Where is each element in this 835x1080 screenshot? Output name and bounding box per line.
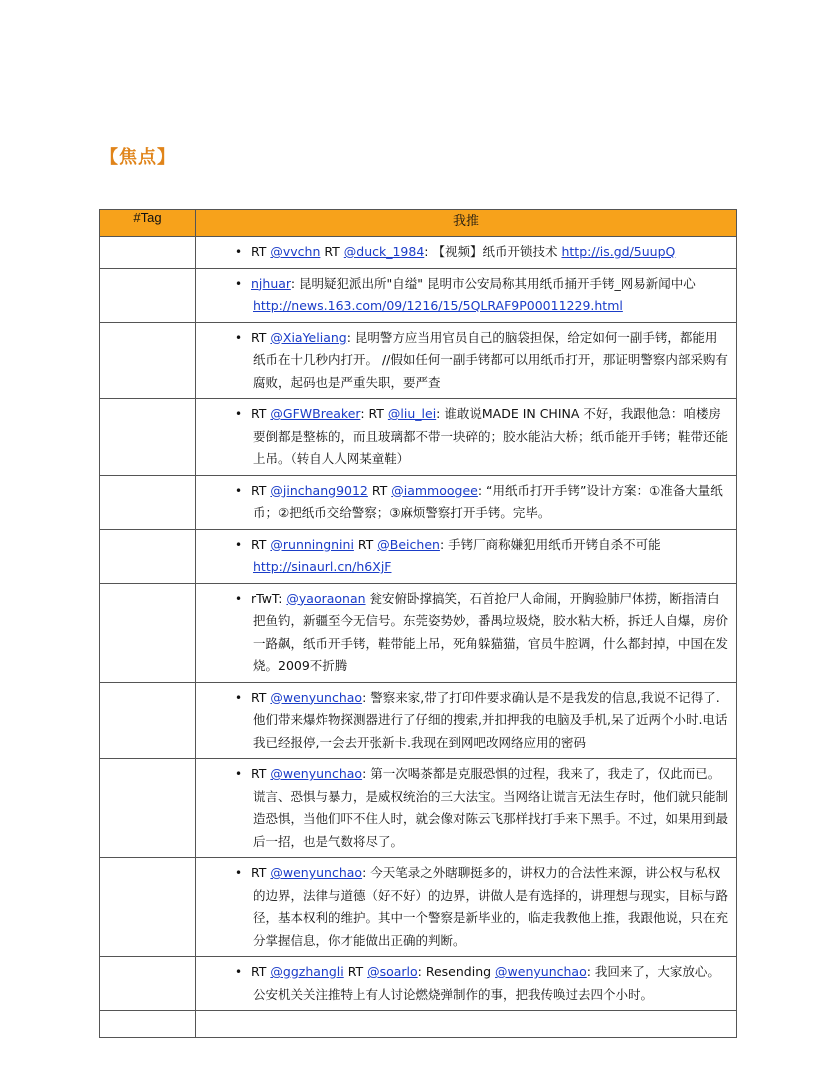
bullet-icon: • <box>235 276 243 291</box>
tweet-text-segment: 瓮安俯卧撑搞笑，石首抢尸人命闹，开胸验肺尸体捞，断指清白把鱼钓，新疆至今无信号。东莞姿势妙，番禺垃圾烧，胶水粘大桥，拆迁人自爆，房价一路飙，纸币开手铐，鞋带能上吊，死角躲猫猫，官员牛腔调，什么都封掉，中国在发烧。2009不折腾 <box>253 590 729 673</box>
tweet-text-segment: : 警察来家,带了打印件要求确认是不是我发的信息,我说不记得了.他们带来爆炸物探测器进行了仔细的搜索,并扣押我的电脑及手机,呆了近两个小时.电话我已经报停,一会去开张新卡.我现在到网吧改网络应用的密码 <box>253 689 728 750</box>
user-mention-link[interactable]: @ggzhangli <box>270 964 344 979</box>
table-row <box>100 237 737 269</box>
tweet-text <box>235 534 728 579</box>
tweet-cell <box>196 759 737 858</box>
tweet-text <box>235 763 728 853</box>
url-link[interactable]: http://news.163.com/09/1216/15/5QLRAF9P00011229.html <box>253 298 623 313</box>
tweet-text-segment: RT <box>353 536 378 552</box>
tag-cell <box>100 682 196 759</box>
table-row <box>100 475 737 529</box>
user-mention-link[interactable]: @iammoogee <box>391 482 478 498</box>
table-row <box>100 682 737 759</box>
tweet-text-segment: RT <box>251 689 271 705</box>
tweet-text-segment: RT <box>251 482 271 498</box>
tweet-cell <box>196 322 737 399</box>
tweet-text-segment: : 第一次喝茶都是克服恐惧的过程，我来了，我走了，仅此而已。谎言、恐惧与暴力，是威权统治的三大法宝。当网络让谎言无法生存时，他们就只能制造恐惧，当他们吓不住人时，就会像对陈云飞那样找打手来下黑手。不过，如果用到最后一招，也是气数将尽了。 <box>253 766 729 849</box>
tag-cell <box>100 529 196 583</box>
table-row <box>100 322 737 399</box>
section-heading: 【焦点】 <box>100 147 176 168</box>
tweet-cell <box>196 858 737 957</box>
tag-cell <box>100 268 196 322</box>
user-mention-link[interactable]: @Beichen <box>377 536 440 552</box>
tweet-text <box>235 273 728 318</box>
user-mention-link[interactable]: @runningnini <box>270 536 354 552</box>
tag-cell <box>100 858 196 957</box>
table-row <box>100 957 737 1011</box>
table-row <box>100 529 737 583</box>
tweet-text-segment: : 我回来了，大家放心。公安机关关注推特上有人讨论燃烧弹制作的事，把我传唤过去四个小时。 <box>253 964 720 1002</box>
tweet-text <box>235 588 728 678</box>
bullet-icon: • <box>235 407 243 421</box>
tweet-cell <box>196 583 737 682</box>
tag-cell <box>100 759 196 858</box>
tweet-cell <box>196 237 737 269</box>
tweet-text-segment: : “用纸币打开手铐”设计方案：①准备大量纸币；②把纸币交给警察；③麻烦警察打开手铐。完毕。 <box>253 482 723 520</box>
tweet-text <box>235 403 728 471</box>
user-mention-link[interactable]: @yaoraonan <box>286 590 366 606</box>
empty-cell <box>100 1011 196 1038</box>
tweet-text-segment: RT <box>251 865 271 880</box>
tweet-text-segment: : 今天笔录之外瞎聊挺多的，讲权力的合法性来源，讲公权与私权的边界，法律与道德（好不好）的边界，讲做人是有选择的，讲理想与现实，目标与路径，基本权利的维护。其中一个警察是新毕业的，临走我教他上推，我跟他说，只在充分掌握信息，你才能做出正确的判断。 <box>253 865 729 948</box>
user-mention-link[interactable]: @duck_1984 <box>343 244 425 259</box>
tweet-text-segment: RT <box>251 766 271 781</box>
tag-cell <box>100 399 196 476</box>
bullet-icon: • <box>235 537 243 552</box>
tweet-text-segment: rTwT: <box>251 590 287 606</box>
tweet-text-segment: RT <box>251 964 271 979</box>
user-mention-link[interactable]: @liu_lei <box>387 406 437 421</box>
tweet-text <box>235 862 728 952</box>
tweet-text <box>235 327 728 395</box>
tag-cell <box>100 583 196 682</box>
bullet-icon: • <box>235 483 243 498</box>
tweet-text-segment: : 昆明疑犯派出所"自缢" 昆明市公安局称其用纸币捅开手铐_网易新闻中心 <box>290 275 696 291</box>
tweet-text-segment: : 手铐厂商称嫌犯用纸币开铐自杀不可能 <box>439 536 661 552</box>
tweet-text <box>235 480 728 525</box>
tweet-text-segment: : 谁敢说MADE IN CHINA 不好，我跟他急：咱楼房要倒都是整栋的，而且玻璃都不带一块碎的；胶水能沾大桥；纸币能开手铐；鞋带还能上吊。（转自人人网某童鞋） <box>253 406 729 466</box>
tweet-cell <box>196 529 737 583</box>
table-row <box>100 268 737 322</box>
user-mention-link[interactable]: njhuar <box>251 275 291 291</box>
tweet-text-segment: RT <box>251 329 271 345</box>
tweet-text-segment: : Resending <box>417 964 496 979</box>
tweet-text <box>235 687 728 755</box>
tweet-text <box>235 961 728 1006</box>
user-mention-link[interactable]: @soarlo <box>367 964 418 979</box>
tweet-text-segment: : RT <box>360 406 388 421</box>
tweet-cell <box>196 957 737 1011</box>
tweet-text <box>235 241 728 264</box>
tweet-text-segment: : 昆明警方应当用官员自己的脑袋担保，给定如何一副手铐，都能用纸币在十几秒内打开。 //假如任何一副手铐都可以用纸币打开，那证明警察内部采购有腐败，起码也是严重失职，要严查 <box>253 329 728 390</box>
tweet-cell <box>196 682 737 759</box>
table-row <box>100 583 737 682</box>
tweet-cell <box>196 399 737 476</box>
tweet-table <box>99 209 737 1038</box>
user-mention-link[interactable]: @XiaYeliang <box>270 329 347 345</box>
tweet-text-segment: RT <box>367 482 392 498</box>
tag-cell <box>100 475 196 529</box>
tag-column-header: #Tag <box>100 210 196 237</box>
tag-cell <box>100 957 196 1011</box>
tweet-cell <box>196 268 737 322</box>
bullet-icon: • <box>235 965 243 979</box>
bullet-icon: • <box>235 767 243 781</box>
tweet-text-segment: RT <box>251 244 271 259</box>
tweet-text-segment: RT <box>251 406 271 421</box>
tweet-cell <box>196 475 737 529</box>
bullet-icon: • <box>235 330 243 345</box>
tweet-text-segment: RT <box>251 536 271 552</box>
user-mention-link[interactable]: @vvchn <box>270 244 321 259</box>
empty-row <box>100 1011 737 1038</box>
user-mention-link[interactable]: @jinchang9012 <box>270 482 368 498</box>
tweet-text-segment: : 【视频】纸币开锁技术 <box>424 244 562 259</box>
tweet-text-segment: RT <box>343 964 368 979</box>
url-link[interactable]: http://is.gd/5uupQ <box>561 244 676 259</box>
user-mention-link[interactable]: @wenyunchao <box>495 964 587 979</box>
bullet-icon: • <box>235 866 243 880</box>
bullet-icon: • <box>235 591 243 606</box>
table-row <box>100 759 737 858</box>
tweet-text-segment: RT <box>320 244 344 259</box>
tag-cell <box>100 237 196 269</box>
url-link[interactable]: http://sinaurl.cn/h6XjF <box>253 559 392 574</box>
tag-cell <box>100 322 196 399</box>
table-header-row <box>100 210 737 237</box>
user-mention-link[interactable]: @wenyunchao <box>270 689 363 705</box>
user-mention-link[interactable]: @wenyunchao <box>270 766 363 781</box>
bullet-icon: • <box>235 245 243 259</box>
table-row <box>100 858 737 957</box>
empty-cell <box>196 1011 737 1038</box>
table-row <box>100 399 737 476</box>
bullet-icon: • <box>235 690 243 705</box>
user-mention-link[interactable]: @GFWBreaker <box>270 406 361 421</box>
user-mention-link[interactable]: @wenyunchao <box>270 865 363 880</box>
tweet-column-header: 我推 <box>196 210 737 237</box>
